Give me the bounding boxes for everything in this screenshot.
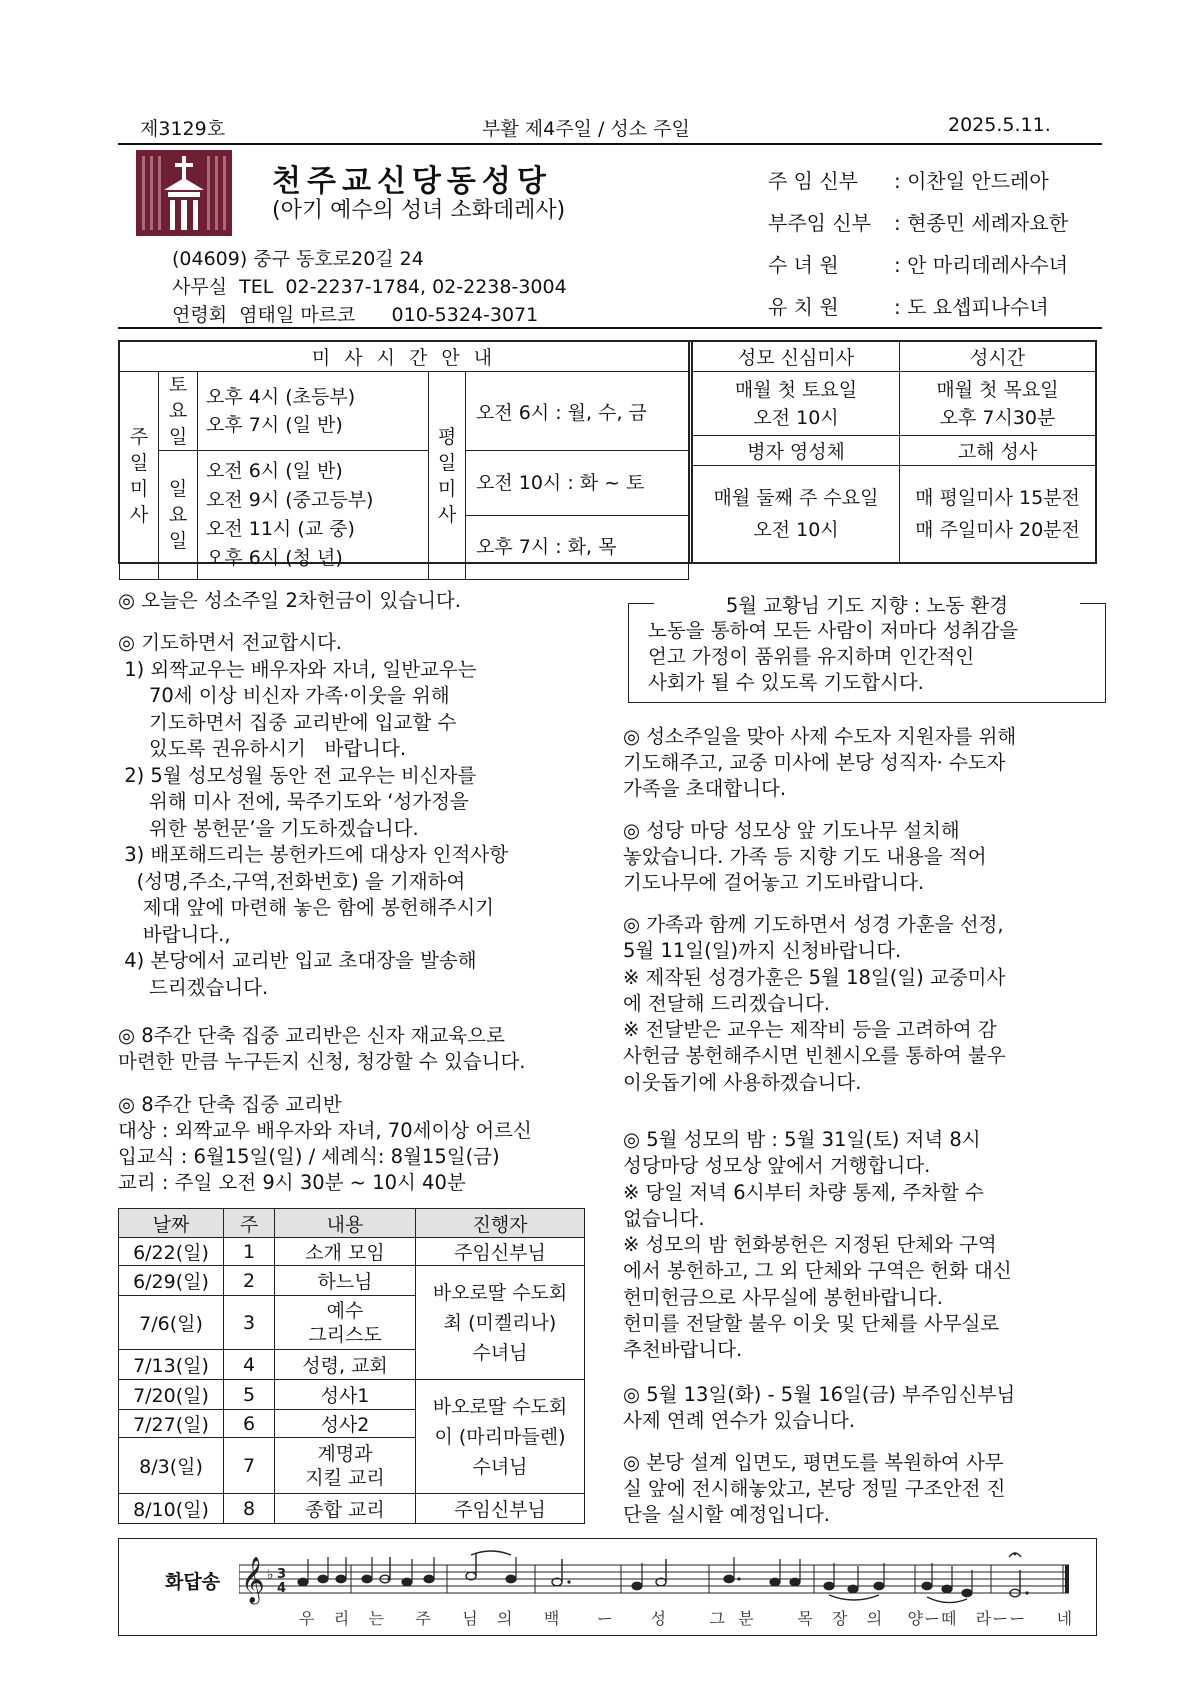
col-week: 주 (224, 1209, 275, 1238)
sick-communion-header: 병자 영성체 (693, 436, 900, 466)
weekday-times-cell (466, 451, 689, 580)
table-row: 8/10(일) 8 종합 교리 주임신부님 (119, 1494, 585, 1524)
marian-mass-header: 성모 신심미사 (693, 342, 900, 372)
devotion-table (692, 341, 1096, 563)
confession-text: 매 평일미사 15분전 매 주일미사 20분전 (900, 466, 1096, 563)
funeral-council: 연령회 염태일 마르코 010-5324-3071 (172, 304, 539, 326)
notice-blueprint: ◎ 본당 설계 입면도, 평면도를 복원하여 사무 실 앞에 전시해놓았고, 본당 정밀 구조안전 진 단을 실시할 예정입니다. (623, 1451, 1006, 1526)
saturday-times: 오후 4시 (초등부) 오후 7시 (일 반) (198, 372, 429, 451)
notice-catechism-details: ◎ 8주간 단축 집중 교리반 대상 : 외짝교우 배우자와 자녀, 70세이상 어르신 입교식 : 6월15일(일) / 세례식: 8월15일(금) 교리 : 주일 오전 9시 30분 ~ 10시 40분 (118, 1093, 532, 1194)
table-row: 7/20(일) 5 성사1 바오로딸 수도회 이 (마리마들렌) 수녀님 (119, 1380, 585, 1410)
table-row: 7/6(일) 3 예수 그리스도 (119, 1296, 585, 1350)
svg-text:3: 3 (277, 1567, 287, 1582)
table-row: 6/22(일) 1 소개 모임 주임신부님 (119, 1238, 585, 1266)
col-leader: 진행자 (416, 1209, 585, 1238)
leader-cell: 바오로딸 수도회 최 (미켈리나) 수녀님 (416, 1266, 585, 1380)
weekday-mass-label: 평 일 미 사 (429, 372, 466, 580)
church-logo (136, 150, 232, 236)
table-row: 7/13(일) 4 성령, 교회 (119, 1350, 585, 1380)
mass-table-title: 미 사 시 간 안 내 (120, 342, 689, 372)
notice-second-collection: ◎ 오늘은 성소주일 2차헌금이 있습니다. (118, 589, 461, 612)
notice-vocation-sunday: ◎ 성소주일을 맞아 사제 수도자 지원자를 위해 기도해주고, 교중 미사에 본당 성직자· 수도자 가족을 초대합니다. (623, 725, 1017, 800)
notice-catechism-open: ◎ 8주간 단축 집중 교리반은 신자 재교육으로 마련한 만큼 누구든지 신청, 청강할 수 있습니다. (118, 1024, 526, 1073)
sunday-times: 오전 6시 (일 반) 오전 9시 (중고등부) 오전 11시 (교 중) 오후 6시 (청 년) (198, 451, 429, 580)
catechism-schedule-table (118, 1208, 585, 1524)
col-topic: 내용 (275, 1209, 416, 1238)
col-date: 날짜 (119, 1209, 224, 1238)
table-row: 7/27(일) 6 성사2 (119, 1410, 585, 1438)
leader-cell: 주임신부님 (416, 1238, 585, 1266)
mass-time-table (119, 341, 689, 580)
issue-date: 2025.5.11. (948, 114, 1051, 136)
pope-prayer-box: 5월 교황님 기도 지향 : 노동 환경 노동을 통하여 모든 사람이 저마다 성취감을 얻고 가정이 품위를 유지하며 인간적인 사회가 될 수 있도록 기도합시다. (628, 603, 1106, 703)
sunday-day-label: 일 요 일 (159, 451, 198, 580)
notice-evangelization: ◎ 기도하면서 전교합시다. 1) 외짝교우는 배우자와 자녀, 일반교우는 70세 이상 비신자 가족·이웃을 위해 기도하면서 집중 교리반에 입교할 수 있도록 권유하시기 바랍니다. 2) 5월 성모성월 동안 전 교우는 비신자를 위해 미사 전에, 묵주기도와 ‘성가정을 위한 봉헌문’을 기도하겠습니다. 3) 배포해드리는 봉헌카드에 대상자 인적사항 (성명,주소,구역,전화번호) 을 기재하여 제대 앞에 마련해 놓은 함에 봉헌해주시기 바랍니다., 4) 본당에서 교리반 입교 초대장을 발송해 드리겠습니다. (118, 631, 509, 999)
confession-header: 고해 성사 (900, 436, 1096, 466)
holy-hour-header: 성시간 (900, 342, 1096, 372)
saturday-label: 토 요 일 (159, 372, 198, 451)
psalm-label: 화답송 (165, 1571, 221, 1593)
svg-text:𝄞: 𝄞 (241, 1557, 265, 1603)
table-row: 8/3(일) 7 계명과 지킬 교리 (119, 1438, 585, 1494)
parish-patron: (아기 예수의 성녀 소화데레사) (272, 198, 566, 223)
notice-prayer-tree: ◎ 성당 마당 성모상 앞 기도나무 설치해 놓았습니다. 가족 등 지향 기도 내용을 적어 기도나무에 걸어놓고 기도바랍니다. (623, 819, 987, 894)
notice-priest-retreat: ◎ 5월 13일(화) - 5월 16일(금) 부주임신부님 사제 연례 연수가 있습니다. (623, 1383, 1016, 1432)
weekday-time-2: 오전 10시 : 화 ~ 토 (466, 451, 688, 516)
notice-family-motto: ◎ 가족과 함께 기도하면서 성경 가훈을 선정, 5월 11일(일)까지 신청바랍니다. ※ 제작된 성경가훈은 5월 18일(일) 교중미사 에 전달해 드리겠습니다. ※ 전달받은 교우는 제작비 등을 고려하여 감 사헌금 봉헌해주시면 빈첸시오를 통하여 불우 이웃돕기에 사용하겠습니다. (623, 913, 1006, 1094)
table-row: 6/29(일) 2 하느님 바오로딸 수도회 최 (미켈리나) 수녀님 (119, 1266, 585, 1296)
parish-office-phone: 사무실 TEL 02-2237-1784, 02-2238-3004 (172, 276, 567, 298)
staff-kindergarten: 유 치 원 : 도 요셉피나수녀 (768, 295, 1049, 319)
issue-number: 제3129호 (140, 118, 226, 140)
leader-cell: 바오로딸 수도회 이 (마리마들렌) 수녀님 (416, 1380, 585, 1494)
psalm-music-staff (239, 1549, 1089, 1609)
svg-text:4: 4 (277, 1581, 287, 1596)
sick-communion-text: 매월 둘째 주 수요일 오전 10시 (693, 466, 900, 563)
liturgical-title: 부활 제4주일 / 성소 주일 (482, 118, 690, 140)
staff-convent: 수 녀 원 : 안 마리데레사수녀 (768, 253, 1069, 277)
marian-mass-text: 매월 첫 토요일 오전 10시 (693, 372, 900, 436)
staff-assistant: 부주임 신부 : 현종민 세례자요한 (768, 211, 1069, 235)
sunday-mass-label: 주 일 미 사 (120, 372, 159, 580)
holy-hour-text: 매월 첫 목요일 오후 7시30분 (900, 372, 1096, 436)
pope-prayer-title: 5월 교황님 기도 지향 : 노동 환경 (725, 594, 1009, 617)
parish-address: (04609) 중구 동호로20길 24 (172, 248, 424, 270)
staff-list (768, 160, 1068, 328)
leader-cell: 주임신부님 (416, 1494, 585, 1524)
header-bottom-rule (118, 327, 1102, 329)
svg-text:♭: ♭ (267, 1567, 274, 1583)
weekday-time-1: 오전 6시 : 월, 수, 금 (466, 372, 689, 451)
parish-name: 천주교신당동성당 (272, 164, 552, 199)
psalm-lyrics: 우 리 는 주 님 의 백 ー 성 그 분 목 장 의 양ー떼 라ーー 네 (299, 1609, 1074, 1628)
notice-marian-night: ◎ 5월 성모의 밤 : 5월 31일(토) 저녁 8시 성당마당 성모상 앞에서 거행합니다. ※ 당일 저녁 6시부터 차량 통제, 주차할 수 없습니다. ※ 성모의 밤 헌화봉헌은 지정된 단체와 구역 에서 봉헌하고, 그 외 단체와 구역은 헌화 대신 헌미헌금으로 사무실에 봉헌바랍니다. 헌미를 전달할 불우 이웃 및 단체를 사무실로 추천바랍니다. (623, 1128, 1012, 1362)
weekday-time-3: 오후 7시 : 화, 목 (476, 536, 617, 558)
header-rule (118, 143, 1102, 145)
staff-pastor: 주 임 신부 : 이찬일 안드레아 (768, 169, 1049, 193)
responsorial-psalm-box (118, 1538, 1097, 1636)
